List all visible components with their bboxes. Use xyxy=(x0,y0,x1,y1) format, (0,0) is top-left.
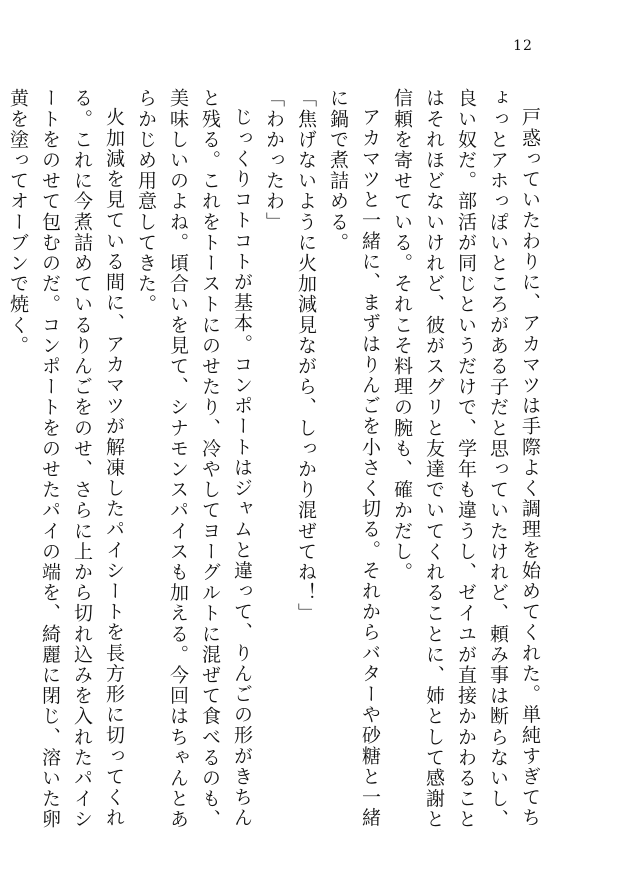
paragraph: アカマツと一緒に、まずはりんごを小さく切る。それからバターや砂糖と一緒に鍋で煮詰める。 xyxy=(327,88,381,828)
paragraph: 火加減を見ている間に、アカマツが解凍したパイシートを長方形に切ってくれる。これに今煮詰めているりんごをのせ、さらに上から切れ込みを入れたパイシートをのせて包むのだ。コンポートをのせたパイの端を、綺麗に閉じ、溶いた卵黄を塗ってオーブンで焼く。 xyxy=(7,88,125,830)
dialogue-line: 「焦げないように火加減見ながら、しっかり混ぜてね！」 xyxy=(295,88,317,624)
body-text xyxy=(0,88,546,848)
paragraph xyxy=(0,88,2,848)
page-number: 12 xyxy=(513,38,533,54)
paragraph: じっくりコトコトが基本。コンポートはジャムと違って、りんごの形がきちんと残る。これをトーストにのせたり、冷やしてヨーグルトに混ぜて食べるのも、美味しいのよね。頃合いを見て、シナモンスパイスも加える。今回はちゃんとあらかじめ用意してきた。 xyxy=(135,88,253,830)
paragraph: 戸惑っていたわりに、アカマツは手際よく調理を始めてくれた。単純すぎてちょっとアホっぽいところがある子だと思っていたけれど、頼み事は断らないし、良い奴だ。部活が同じというだけで、学年も違うし、ゼイユが直接かかわることはそれほどないけれど、彼がスグリと友達でいてくれることに、姉として感謝と信頼を寄せている。それこそ料理の腕も、確かだし。 xyxy=(391,88,541,830)
dialogue-line: 「わかったわ」 xyxy=(263,88,285,233)
